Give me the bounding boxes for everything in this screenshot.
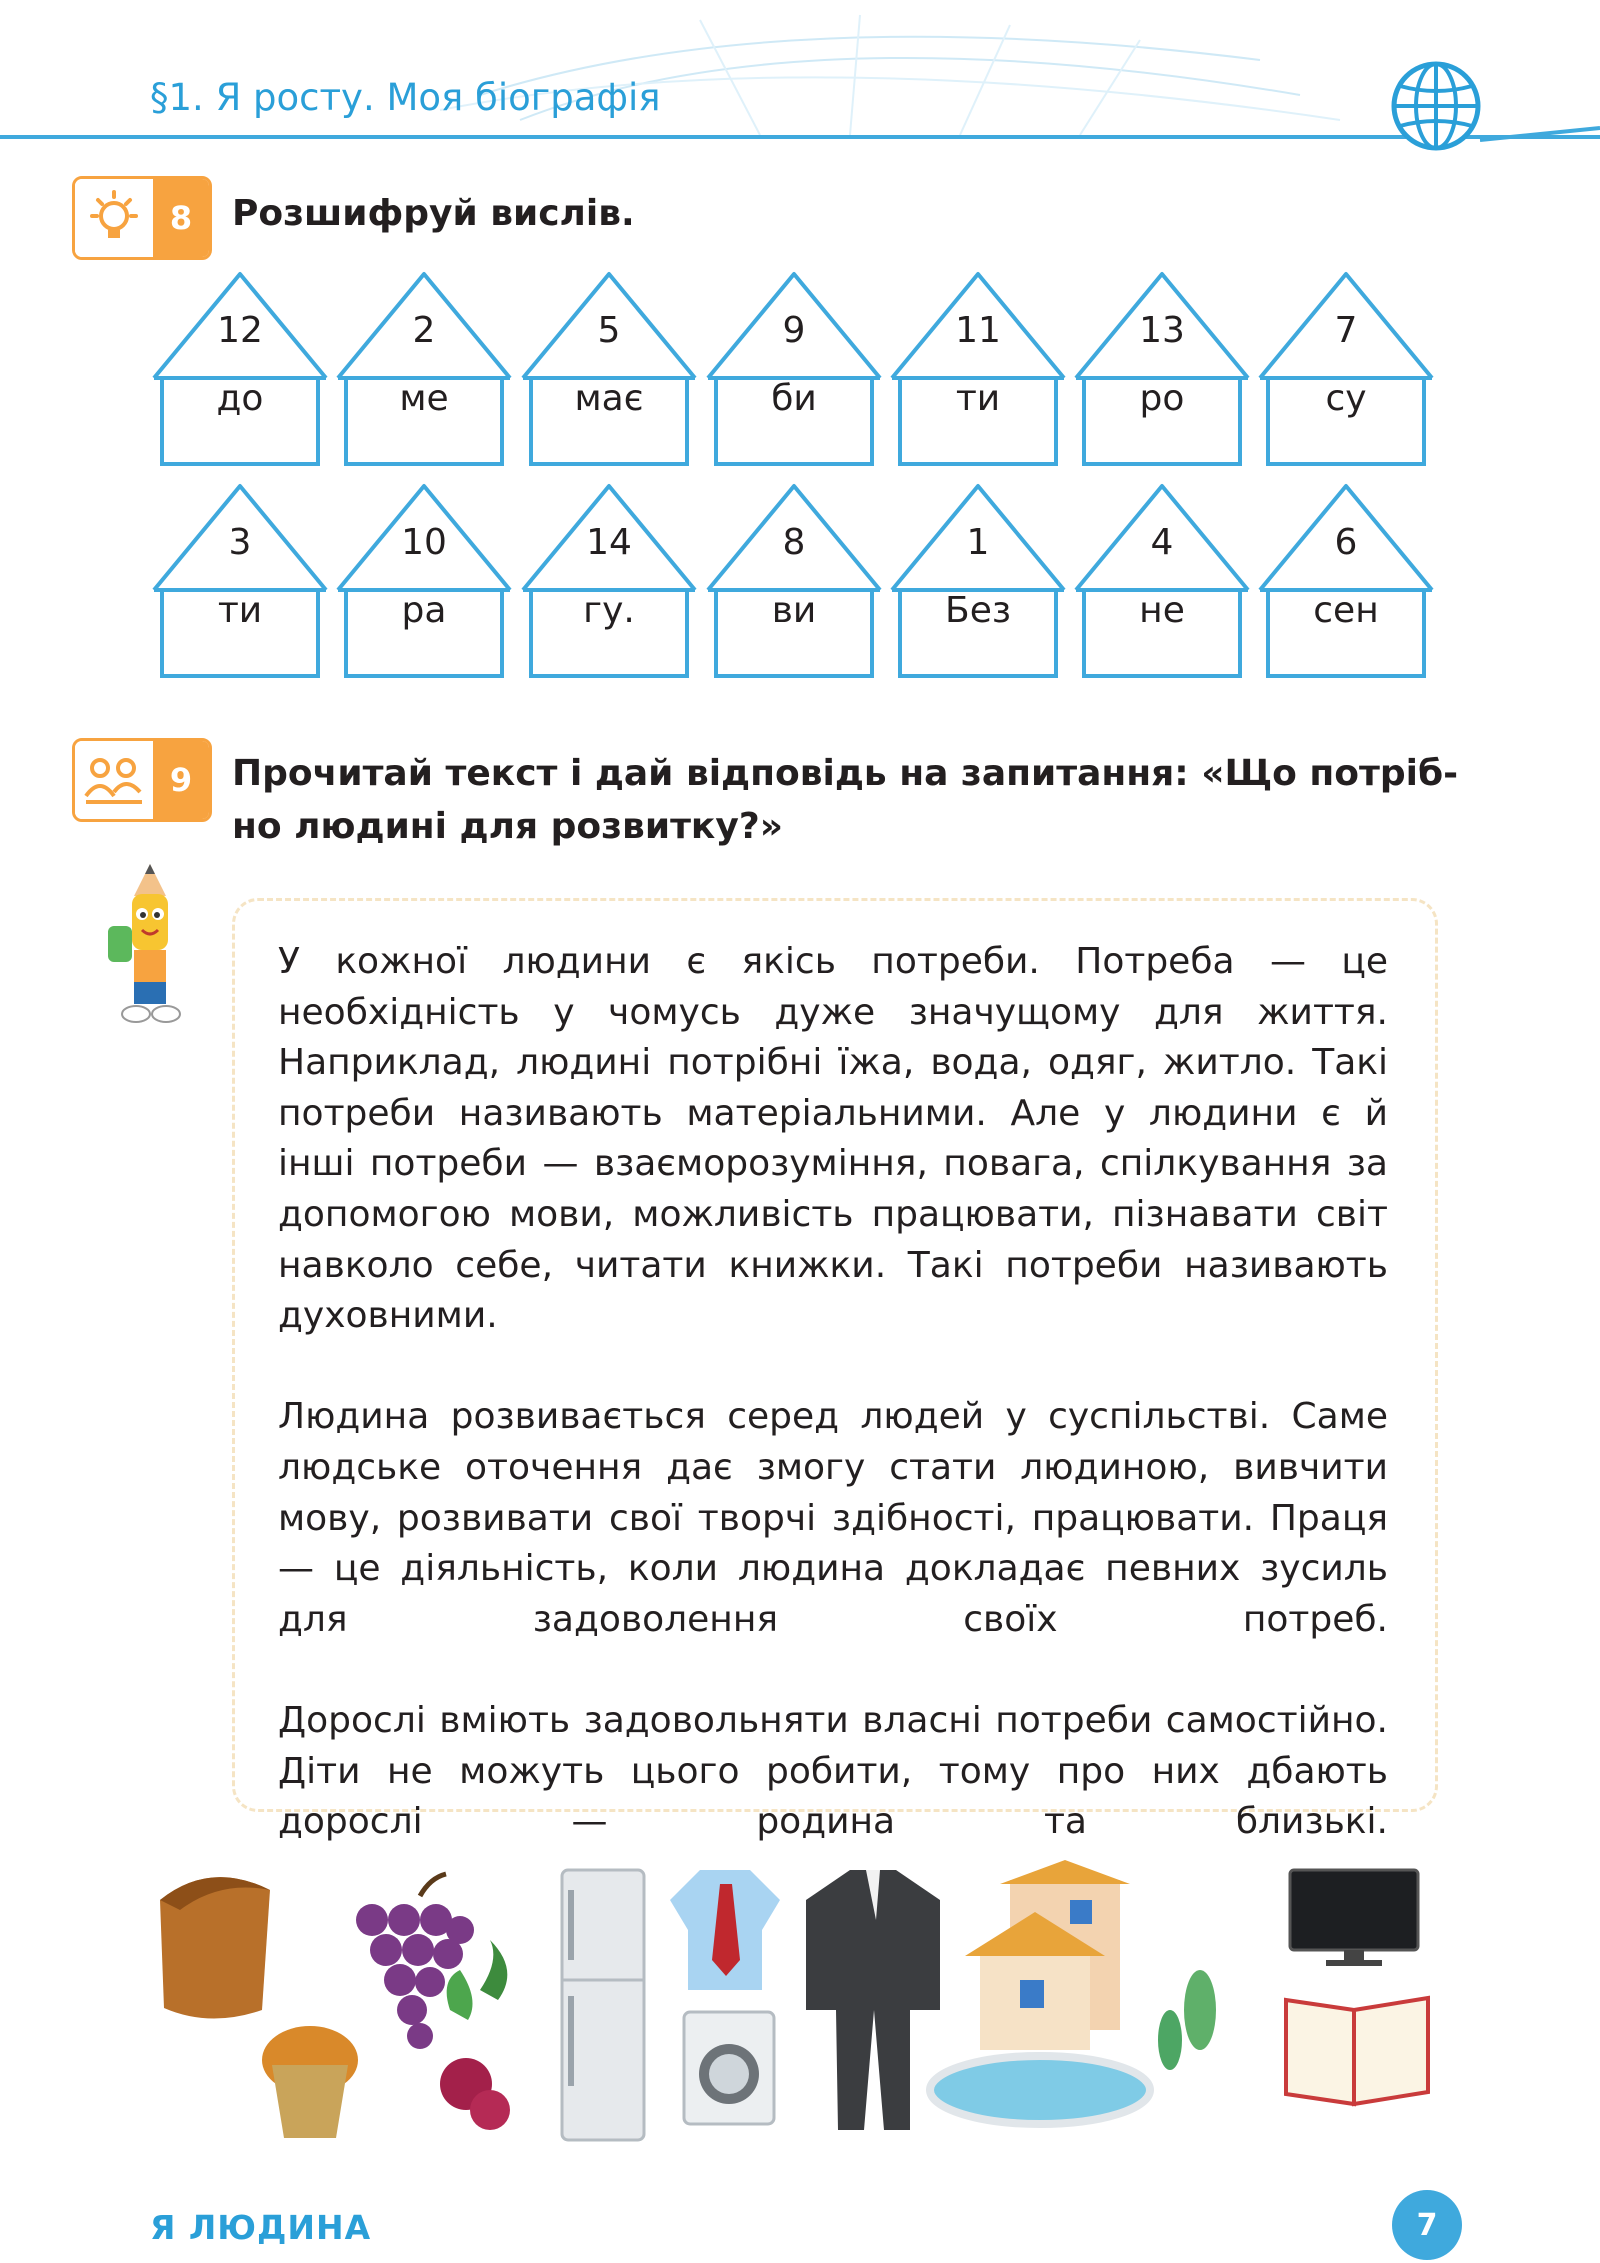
grapes-icon (356, 1874, 474, 2049)
shirt-icon (670, 1870, 780, 1990)
house-syllable: до (216, 378, 264, 419)
cipher-house (890, 482, 1066, 682)
house-syllable: ти (217, 590, 263, 631)
pencil-mascot-icon (100, 862, 200, 1032)
house-number: 11 (955, 310, 1001, 351)
cipher-house (706, 270, 882, 470)
paragraph-2: Людина розвивається серед людей у суспільстві. Саме людське оточення дає змогу стати людиною, вивчити мову, розвивати свої творчі здібності, працювати. Праця — це діяльність, коли людина докладає певних зусиль для задоволення своїх потреб. (278, 1396, 1388, 1640)
section-title: §1. Я росту. Моя біографія (150, 76, 661, 119)
cipher-house (521, 270, 697, 470)
bread-icon (160, 1877, 270, 2018)
house-syllable: Без (945, 590, 1011, 631)
house-syllable: ра (401, 590, 447, 631)
house-number: 1 (966, 522, 990, 563)
house-syllable: ви (771, 590, 817, 631)
house-syllable: не (1139, 590, 1185, 631)
house-number: 10 (401, 522, 447, 563)
house-number: 12 (217, 310, 263, 351)
cipher-house (521, 482, 697, 682)
task-number: 8 (153, 179, 209, 257)
header-decoration (0, 0, 1600, 150)
lightbulb-icon (75, 179, 153, 257)
house-syllable: сен (1313, 590, 1379, 631)
task-8-badge (72, 176, 212, 260)
header-rule (0, 135, 1600, 139)
house-syllable: би (771, 378, 817, 419)
cipher-house (1074, 482, 1250, 682)
cipher-house (890, 270, 1066, 470)
house-number: 6 (1334, 522, 1358, 563)
cipher-house (336, 482, 512, 682)
globe-icon (1390, 60, 1482, 152)
book-icon (1286, 1998, 1428, 2104)
washing-machine-icon (684, 2012, 774, 2124)
cipher-house (336, 270, 512, 470)
task-8-title: Розшифруй вислів. (232, 193, 635, 234)
house-number: 3 (228, 522, 252, 563)
house-syllable: ме (399, 378, 449, 419)
house-number: 14 (586, 522, 632, 563)
paragraph-1: У кожної людини є якісь потреби. Потреба — це необхідність у чомусь дуже значущому для життя. Наприклад, людині потрібні їжа, вода, одяг, житло. Такі потреби називають матеріальними. Але у людини є й інші потреби — взаєморозуміння, повага, спілкування за допомогою мови, можливість працювати, пізнавати світ навколо себе, читати книжки. Такі потреби називають духовними. (278, 941, 1388, 1337)
task-9-title-line-1: Прочитай текст і дай відповідь на запитання: «Що потріб- (232, 753, 1459, 794)
fridge-icon (562, 1870, 644, 2140)
house-number: 5 (597, 310, 621, 351)
cipher-house (152, 270, 328, 470)
cipher-house (706, 482, 882, 682)
reading-text (278, 937, 1388, 1898)
cipher-house (1258, 482, 1434, 682)
footer-section-label: Я ЛЮДИНА (150, 2208, 372, 2247)
cipher-house (152, 482, 328, 682)
house-icon (930, 1860, 1216, 2124)
house-number: 8 (782, 522, 806, 563)
house-number: 7 (1334, 310, 1358, 351)
cipher-house (1258, 270, 1434, 470)
house-syllable: ти (955, 378, 1001, 419)
cipher-house (1074, 270, 1250, 470)
task-9-title-line-2: но людині для розвитку?» (232, 806, 783, 847)
paragraph-3: Дорослі вміють задовольняти власні потреби самостійно. Діти не можуть цього робити, тому про них дбають дорослі — родина та близькі. (278, 1699, 1388, 1843)
house-number: 9 (782, 310, 806, 351)
task-9-badge (72, 738, 212, 822)
house-number: 2 (412, 310, 436, 351)
muffin-icon (262, 2026, 358, 2138)
page-number: 7 (1392, 2190, 1462, 2260)
house-number: 13 (1139, 310, 1185, 351)
suit-icon (806, 1870, 940, 2130)
house-syllable: су (1325, 378, 1367, 419)
needs-illustration (150, 1860, 1440, 2150)
house-syllable: гу. (583, 590, 635, 631)
house-syllable: ро (1139, 378, 1185, 419)
house-number: 4 (1150, 522, 1174, 563)
house-syllable: має (574, 378, 644, 419)
people-talking-icon (75, 741, 153, 819)
tv-icon (1290, 1870, 1418, 1966)
task-number: 9 (153, 741, 209, 819)
